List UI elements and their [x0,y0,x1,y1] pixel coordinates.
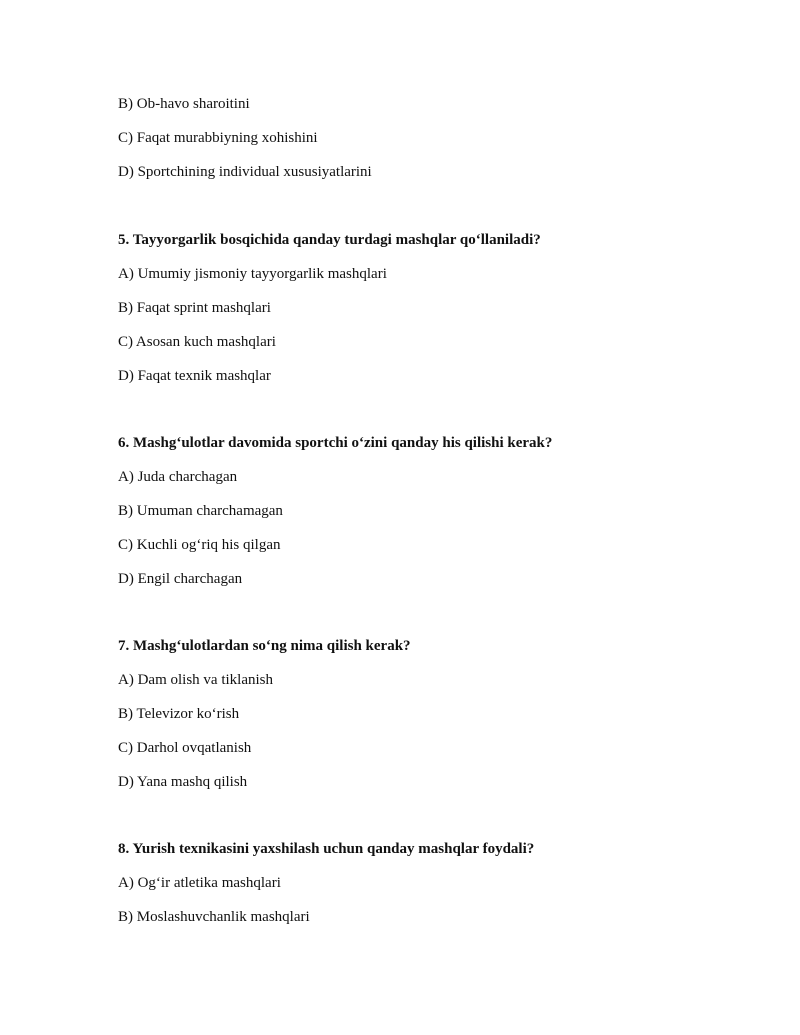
option-6-d: D) Engil charchagan [118,571,243,587]
option-7-a: A) Dam olish va tiklanish [118,672,273,688]
option-6-c: C) Kuchli og‘riq his qilgan [118,537,281,553]
option-5-c: C) Asosan kuch mashqlari [118,334,276,350]
question-6: 6. Mashg‘ulotlar davomida sportchi o‘zini qanday his qilishi kerak? [118,435,553,451]
option-6-a: A) Juda charchagan [118,469,238,485]
option-8-a: A) Og‘ir atletika mashqlari [118,875,281,891]
option-5-d: D) Faqat texnik mashqlar [118,368,271,384]
question-8: 8. Yurish texnikasini yaxshilash uchun qanday mashqlar foydali? [118,841,535,857]
question-7: 7. Mashg‘ulotlardan so‘ng nima qilish kerak? [118,638,411,654]
question-5: 5. Tayyorgarlik bosqichida qanday turdagi mashqlar qo‘llaniladi? [118,232,541,248]
option-prev-c: C) Faqat murabbiyning xohishini [118,130,318,146]
option-5-b: B) Faqat sprint mashqlari [118,300,271,316]
option-7-c: C) Darhol ovqatlanish [118,740,252,756]
option-prev-b: B) Ob-havo sharoitini [118,96,250,112]
option-prev-d: D) Sportchining individual xususiyatlarini [118,164,372,180]
option-8-b: B) Moslashuvchanlik mashqlari [118,909,310,925]
option-6-b: B) Umuman charchamagan [118,503,283,519]
option-7-b: B) Televizor ko‘rish [118,706,240,722]
option-5-a: A) Umumiy jismoniy tayyorgarlik mashqlari [118,266,387,282]
option-7-d: D) Yana mashq qilish [118,774,248,790]
